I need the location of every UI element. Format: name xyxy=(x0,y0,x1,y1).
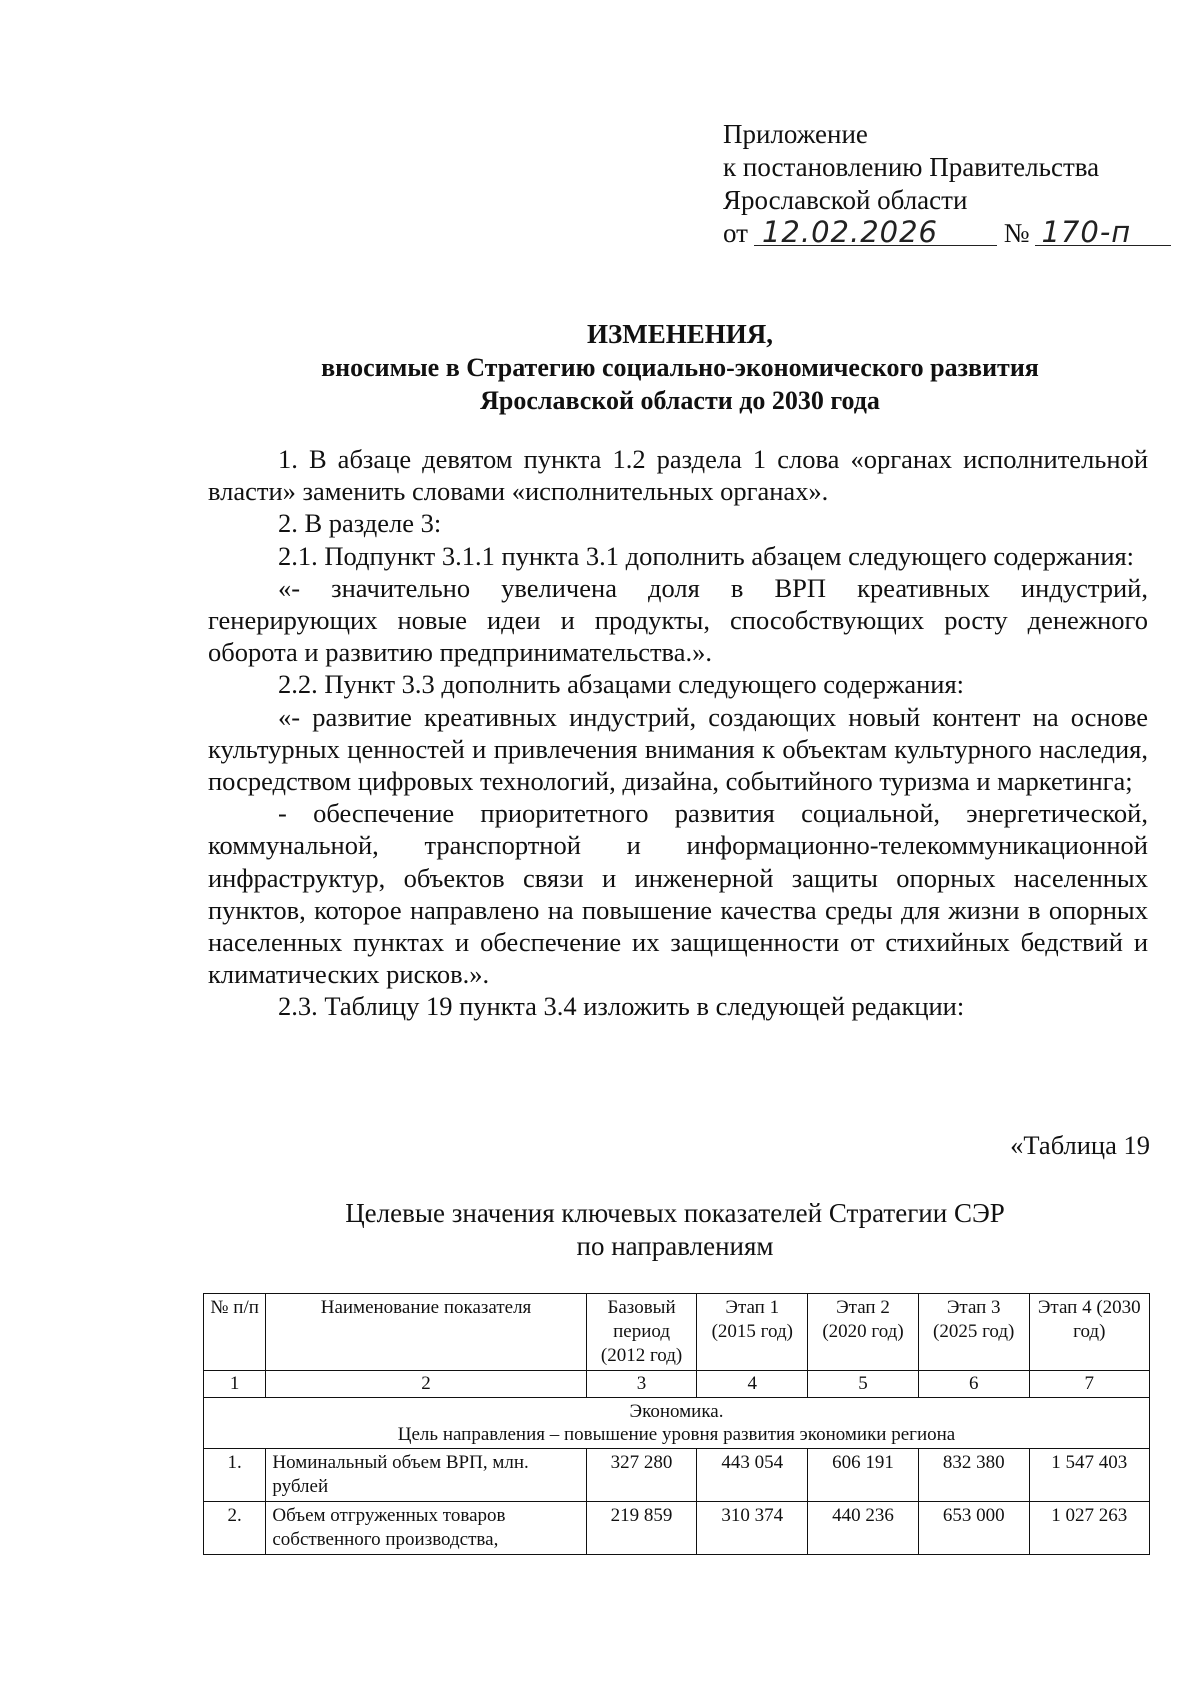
table-caption: «Таблица 19 xyxy=(1010,1130,1150,1160)
paragraph-3: 2.1. Подпункт 3.1.1 пункта 3.1 дополнить абзацем следующего содержания: xyxy=(278,540,1135,571)
paragraph-6: «- развитие креативных индустрий, создающих новый контент на основе культурных ценностей и привлечения внимания к объектам культурного наследия, посредством цифровых технологий, дизайна, событийного туризма и маркетинга; xyxy=(208,701,1148,797)
header-stage-4: Этап 4 (2030 год) xyxy=(1029,1294,1149,1371)
column-number: 1 xyxy=(204,1371,266,1398)
header-number: № п/п xyxy=(204,1294,266,1371)
number-label: № xyxy=(1003,218,1030,248)
header-stage-2: Этап 2 (2020 год) xyxy=(808,1294,919,1371)
row-number: 1. xyxy=(204,1449,266,1502)
from-label: от xyxy=(723,218,748,248)
appendix-date-line xyxy=(723,217,1163,250)
appendix-line-3: Ярославской области xyxy=(723,185,968,215)
section-title: Экономика. xyxy=(629,1401,724,1422)
table-title-line-2: по направлениям xyxy=(576,1231,774,1261)
section-cell xyxy=(204,1398,1150,1449)
column-number: 7 xyxy=(1029,1371,1149,1398)
row-stage-4-value: 1 027 263 xyxy=(1029,1502,1149,1555)
row-stage-3-value: 653 000 xyxy=(918,1502,1029,1555)
column-number: 4 xyxy=(697,1371,808,1398)
paragraph-4: «- значительно увеличена доля в ВРП креативных индустрий, генерирующих новые идеи и продукты, способствующих росту денежного оборота и развитию предпринимательства.». xyxy=(208,572,1148,668)
table-header-row xyxy=(204,1294,1150,1371)
handwritten-number: 170-п xyxy=(1035,219,1171,246)
paragraph-8: 2.3. Таблицу 19 пункта 3.4 изложить в следующей редакции: xyxy=(278,991,965,1022)
row-base-value: 327 280 xyxy=(586,1449,697,1502)
column-number-row xyxy=(204,1371,1150,1398)
row-stage-1-value: 310 374 xyxy=(697,1502,808,1555)
row-stage-3-value: 832 380 xyxy=(918,1449,1029,1502)
handwritten-date: 12.02.2026 xyxy=(754,219,997,246)
row-base-value: 219 859 xyxy=(586,1502,697,1555)
table-title-line-1: Целевые значения ключевых показателей Стратегии СЭР xyxy=(345,1198,1005,1228)
row-stage-2-value: 440 236 xyxy=(808,1502,919,1555)
paragraph-7: - обеспечение приоритетного развития социальной, энергетической, коммунальной, транспортной и информационно-телекоммуникационной инфраструктур, объектов связи и инженерной защиты опорных населенных пунктов, которое направлено на повышение качества среды для жизни в опорных населенных пунктах и обеспечение их защищенности от стихийных бедствий и климатических рисков.». xyxy=(208,798,1148,990)
row-stage-1-value: 443 054 xyxy=(697,1449,808,1502)
title-main: ИЗМЕНЕНИЯ, xyxy=(586,319,773,349)
column-number: 3 xyxy=(586,1371,697,1398)
table-row xyxy=(204,1449,1150,1502)
document-title xyxy=(200,318,1160,417)
row-indicator-name: Объем отгруженных товаров собственного производства, xyxy=(266,1502,586,1555)
row-stage-4-value: 1 547 403 xyxy=(1029,1449,1149,1502)
appendix-line-2: к постановлению Правительства xyxy=(723,152,1100,182)
paragraph-5: 2.2. Пункт 3.3 дополнить абзацами следующего содержания: xyxy=(278,669,965,700)
paragraph-2: 2. В разделе 3: xyxy=(278,508,442,539)
appendix-line-1: Приложение xyxy=(723,119,868,149)
section-row xyxy=(204,1398,1150,1449)
row-number: 2. xyxy=(204,1502,266,1555)
column-number: 2 xyxy=(266,1371,586,1398)
row-stage-2-value: 606 191 xyxy=(808,1449,919,1502)
header-indicator-name: Наименование показателя xyxy=(266,1294,586,1371)
title-sub-1: вносимые в Стратегию социально-экономического развития xyxy=(321,353,1039,382)
appendix-block xyxy=(723,118,1163,250)
document-body xyxy=(208,443,1148,1023)
section-goal: Цель направления – повышение уровня развития экономики региона xyxy=(397,1424,956,1445)
header-stage-3: Этап 3 (2025 год) xyxy=(918,1294,1029,1371)
column-number: 6 xyxy=(918,1371,1029,1398)
column-number: 5 xyxy=(808,1371,919,1398)
table-row xyxy=(204,1502,1150,1555)
title-sub-2: Ярославской области до 2030 года xyxy=(480,386,880,415)
header-stage-1: Этап 1 (2015 год) xyxy=(697,1294,808,1371)
indicators-table xyxy=(203,1293,1150,1555)
table-title xyxy=(200,1197,1150,1263)
row-indicator-name: Номинальный объем ВРП, млн. рублей xyxy=(266,1449,586,1502)
header-base-period: Базовый период (2012 год) xyxy=(586,1294,697,1371)
paragraph-1: 1. В абзаце девятом пункта 1.2 раздела 1 слова «органах исполнительной власти» заменить словами «исполнительных органах». xyxy=(208,444,1148,507)
